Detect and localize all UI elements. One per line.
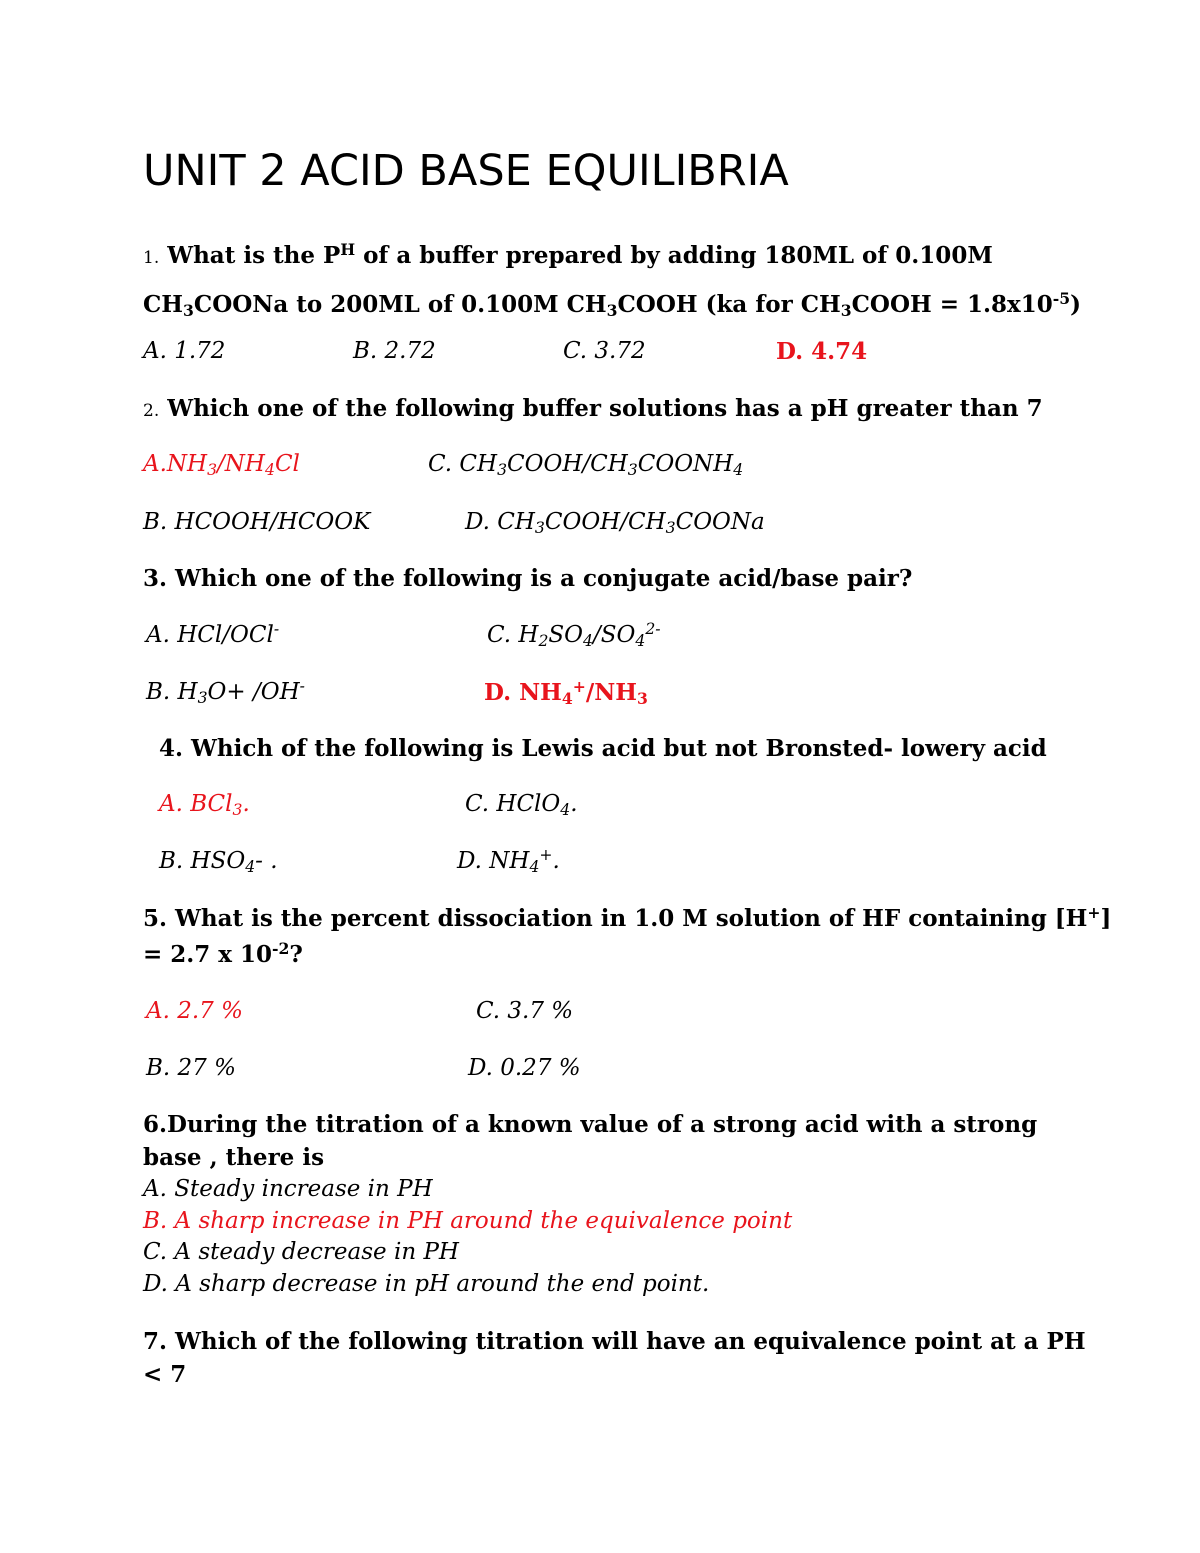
- question-2-option-a-answer: $A.NH_3/NH_4Cl$: [143, 451, 300, 479]
- question-1-line-2: $CH_3COONa$ to 200ML of 0.100M $CH_3COOH$ (ka for $CH_3COOH = 1.8x10^{-5}$): [143, 289, 1082, 320]
- question-5-option-d: D. 0.27 %: [468, 1055, 581, 1081]
- question-5-option-a-answer: A. 2.7 %: [146, 998, 243, 1024]
- question-5-line-1: 5. What is the percent dissociation in 1.0 M solution of HF containing [H+]: [143, 903, 1112, 932]
- question-5-option-c: C. 3.7 %: [476, 998, 574, 1024]
- question-4-text: 4. Which of the following is Lewis acid but not Bronsted- lowery acid: [159, 735, 1047, 762]
- question-4-option-a-answer: A. BCl$_3$.: [159, 791, 250, 819]
- question-7-line-2: < 7: [143, 1361, 187, 1388]
- question-1-line-1: 1. What is the $P^H$ of a buffer prepared by adding 180ML of 0.100M: [143, 240, 993, 269]
- question-3-option-a: A. HCl/OCl-: [146, 619, 280, 648]
- question-1-option-d-answer: D. 4.74: [776, 338, 868, 365]
- question-2-option-d: D. $CH_3COOH/CH_3COONa$: [465, 509, 765, 537]
- question-4-option-d: D. $NH_4^+$.: [457, 845, 560, 876]
- question-6-option-b-answer: B. A sharp increase in PH around the equivalence point: [143, 1208, 793, 1234]
- question-5-option-b: B. 27 %: [146, 1055, 236, 1081]
- question-2-text: 2. Which one of the following buffer solutions has a pH greater than 7: [143, 395, 1043, 422]
- question-6-line-1: 6.During the titration of a known value of a strong acid with a strong: [143, 1111, 1038, 1138]
- question-3-option-d-answer: D. $NH_4^+/NH_3$: [484, 677, 648, 708]
- question-4-option-b: B. $HSO_4-$ .: [159, 848, 278, 876]
- question-6-option-c: C. A steady decrease in PH: [143, 1239, 459, 1265]
- question-5-line-2: = 2.7 x $10^{-2}$?: [143, 939, 303, 968]
- question-2-option-c: C. $CH_3COOH/CH_3COONH_4$: [428, 451, 744, 479]
- question-2-option-b: B. HCOOH/HCOOK: [143, 509, 371, 535]
- question-3-option-b: B. $H_3O+ /OH^-$: [146, 676, 305, 707]
- question-1-number: 1.: [143, 248, 160, 268]
- question-1-option-a: A. 1.72: [143, 338, 226, 364]
- question-1-option-b: B. 2.72: [353, 338, 436, 364]
- question-3-text: 3. Which one of the following is a conjugate acid/base pair?: [143, 565, 913, 592]
- question-6-option-d: D. A sharp decrease in pH around the end point.: [143, 1271, 710, 1297]
- question-6-option-a: A. Steady increase in PH: [143, 1176, 433, 1202]
- question-4-option-c: C. HClO$_4$.: [465, 791, 578, 819]
- question-6-line-2: base , there is: [143, 1144, 325, 1171]
- question-7-line-1: 7. Which of the following titration will have an equivalence point at a PH: [143, 1328, 1086, 1355]
- page-title: UNIT 2 ACID BASE EQUILIBRIA: [143, 146, 789, 196]
- question-3-option-c: C. $H_2SO_4/SO_4^{2-}$: [487, 619, 661, 650]
- question-1-option-c: C. 3.72: [563, 338, 646, 364]
